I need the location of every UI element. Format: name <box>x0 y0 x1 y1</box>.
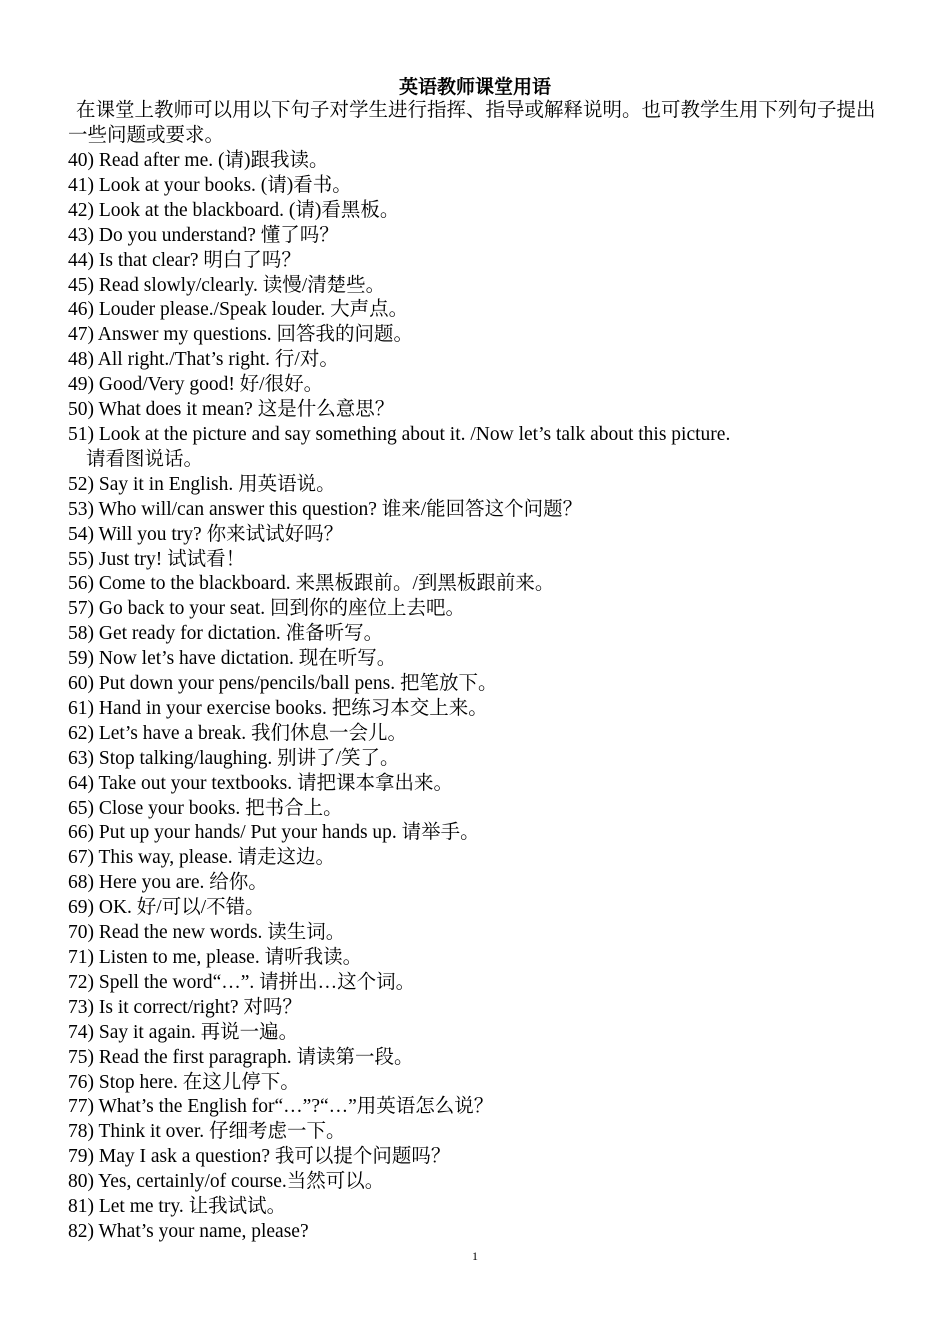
phrase-line: 53) Who will/can answer this question? 谁来/能回答这个问题？ <box>68 498 583 520</box>
phrase-line: 44) Is that clear? 明白了吗？ <box>68 249 301 271</box>
phrase-line: 76) Stop here. 在这儿停下。 <box>68 1071 300 1093</box>
phrase-line: 78) Think it over. 仔细考虑一下。 <box>68 1121 346 1143</box>
phrase-line: 46) Louder please./Speak louder. 大声点。 <box>68 299 409 321</box>
phrase-line: 61) Hand in your exercise books. 把练习本交上来。 <box>68 697 488 719</box>
document-title: 英语教师课堂用语 <box>398 77 551 98</box>
phrase-line: 81) Let me try. 让我试试。 <box>68 1196 287 1218</box>
phrase-line: 55) Just try! 试试看！ <box>68 548 246 570</box>
phrase-line: 69) OK. 好/可以/不错。 <box>68 897 265 919</box>
phrase-line: 54) Will you try? 你来试试好吗？ <box>68 523 344 545</box>
phrase-line: 65) Close your books. 把书合上。 <box>68 797 343 819</box>
phrase-line: 51) Look at the picture and say something about it. /Now let’s talk about this picture. <box>68 423 731 445</box>
phrase-line: 70) Read the new words. 读生词。 <box>68 922 346 944</box>
phrase-line: 60) Put down your pens/pencils/ball pens. 把笔放下。 <box>68 673 498 695</box>
phrase-line: 43) Do you understand? 懂了吗？ <box>68 224 339 246</box>
phrase-line: 77) What’s the English for“…”?“…”用英语怎么说？ <box>68 1096 494 1118</box>
intro-paragraph: 在课堂上教师可以用以下句子对学生进行指挥、指导或解释说明。也可教学生用下列句子提出一些问题或要求。 <box>68 100 876 146</box>
phrase-line: 52) Say it in English. 用英语说。 <box>68 473 336 495</box>
phrase-line: 50) What does it mean? 这是什么意思？ <box>68 399 395 421</box>
phrase-line: 67) This way, please. 请走这边。 <box>68 847 336 869</box>
phrase-line: 56) Come to the blackboard. 来黑板跟前。/到黑板跟前来。 <box>68 573 555 595</box>
phrase-line: 58) Get ready for dictation. 准备听写。 <box>68 623 384 645</box>
phrase-line: 74) Say it again. 再说一遍。 <box>68 1021 299 1043</box>
phrase-line: 62) Let’s have a break. 我们休息一会儿。 <box>68 722 408 744</box>
phrase-line: 75) Read the first paragraph. 请读第一段。 <box>68 1046 414 1068</box>
phrase-line: 45) Read slowly/clearly. 读慢/清楚些。 <box>68 274 386 296</box>
phrase-line: 41) Look at your books. (请)看书。 <box>68 174 352 196</box>
phrase-line: 72) Spell the word“…”. 请拼出…这个词。 <box>68 971 416 993</box>
phrase-line: 71) Listen to me, please. 请听我读。 <box>68 947 363 968</box>
page-number: 1 <box>472 1249 478 1263</box>
phrase-line: 42) Look at the blackboard. (请)看黑板。 <box>68 199 400 221</box>
phrase-line: 73) Is it correct/right? 对吗？ <box>68 996 302 1018</box>
phrase-line: 49) Good/Very good! 好/很好。 <box>68 374 324 396</box>
phrase-line: 80) Yes, certainly/of course.当然可以。 <box>68 1171 385 1193</box>
phrase-line: 79) May I ask a question? 我可以提个问题吗？ <box>68 1146 451 1168</box>
phrase-line: 59) Now let’s have dictation. 现在听写。 <box>68 648 397 670</box>
phrase-line: 66) Put up your hands/ Put your hands up. 请举手。 <box>68 822 480 844</box>
phrase-line: 63) Stop talking/laughing. 别讲了/笑了。 <box>68 747 400 769</box>
phrase-line: 82) What’s your name, please? <box>68 1220 309 1242</box>
phrase-line: 47) Answer my questions. 回答我的问题。 <box>68 324 414 346</box>
phrase-line: 57) Go back to your seat. 回到你的座位上去吧。 <box>68 598 465 620</box>
phrase-line-continuation: 请看图说话。 <box>86 448 204 470</box>
phrase-list <box>68 149 908 1245</box>
phrase-line: 48) All right./That’s right. 行/对。 <box>68 349 339 371</box>
phrase-line: 64) Take out your textbooks. 请把课本拿出来。 <box>68 772 453 794</box>
phrase-line: 40) Read after me. (请)跟我读。 <box>68 150 329 171</box>
phrase-line: 68) Here you are. 给你。 <box>68 872 268 894</box>
